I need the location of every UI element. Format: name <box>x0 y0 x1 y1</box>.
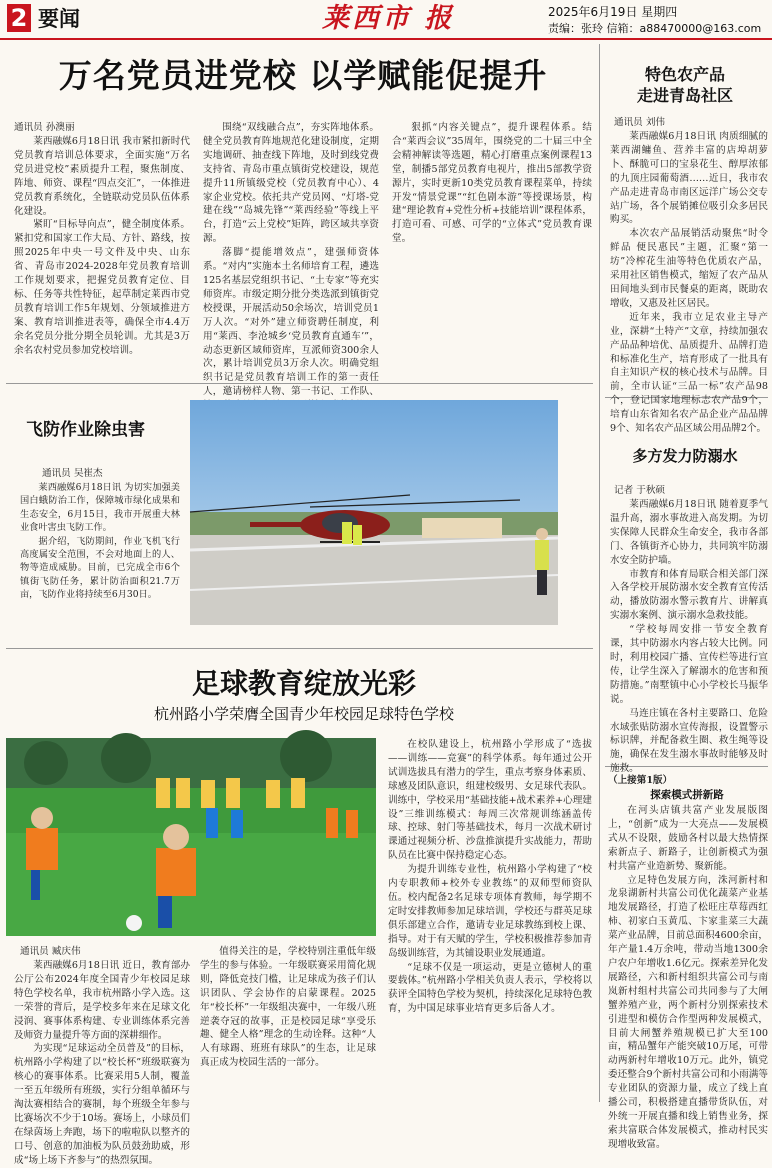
article3-para-1: 莱西融媒6月18日讯 为切实加强美国白蛾防治工作，保障城市绿化成果和生态安全，6月15日，我市开展重大林业食叶害虫飞防工作。 <box>20 482 180 534</box>
article2-para-2: 本次农产品展销活动聚焦“时令鲜品 便民惠民”主题，汇聚“第一坊”冷榨花生油等特色优质农产品，采用社区销售模式，缩短了农产品从田间地头到市民餐桌的距离，既助农增收，又惠及社区居民。 <box>610 228 768 309</box>
article6-para-1: 在河头店镇共富产业发展版图上，“创新”成为一大亮点——发展模式从不设限，鼓励各村以最大热情探索新点子、新路子，让创新模式为强村共富产业造新势、聚新能。 <box>608 805 768 872</box>
header-rule <box>0 38 772 40</box>
article2-body <box>610 130 768 435</box>
editor-info: 责编：张玲 信箱：a88470000@163.com <box>548 22 762 35</box>
page-number: 2 <box>7 4 31 32</box>
football-photo <box>6 738 376 936</box>
article1-para-2: 紧盯“目标导向点”，健全制度体系。紧扣党和国家工作大局、方针、路线，按照2025年中央一号文件及中央、山东省、青岛市2024-2028年党员教育培训工作规划要求，把握党员教育定位、目标、任务等共性特征，起草制定莱西市党员教育培训工作5年规划、分领域推进方案、教育培训推进表等，确保全市4.4万余名党员分批分期全员轮训。尤其是3万余名农村党员参加党校培训。 <box>14 219 190 356</box>
masthead-logo: 莱西市 报 <box>322 3 455 34</box>
article2-byline: 通讯员 刘伟 <box>614 117 666 128</box>
section-name: 要闻 <box>38 7 80 31</box>
article5-para-3: 值得关注的是，学校特别注重低年级学生的参与体验。一年级联赛采用简化规则，降低竞技门槛，让足球成为孩子们认识团队、学会协作的启蒙课程。2025年“校长杯”一年级组决赛中，一年级八班逆袭夺冠的故事，正是校园足球“享受乐趣、健全人格”理念的生动诠释。这种“人人有球踢、班班有球队”的生态，让足球真正成为校园生活的一部分。 <box>200 946 376 1069</box>
article2-para-1: 莱西融媒6月18日讯 肉质细腻的莱西湖鳙鱼、营养丰富的店埠胡萝卜、酥脆可口的宝泉花生、醇厚浓郁的九顶庄园葡萄酒……近日，我市农产品走进青岛市南区远洋广场公交专站广场，各个展销摊位吸引众多居民购买。 <box>610 131 768 226</box>
article2-headline: 特色农产品 走进青岛社区 <box>636 65 733 105</box>
article5-byline: 通讯员 臧庆伟 <box>20 946 81 957</box>
article5-headline: 足球教育绽放光彩 <box>191 667 416 700</box>
column-divider <box>599 44 600 1102</box>
article4-body <box>610 498 768 775</box>
article6-para-2: 立足特色发展方向，洙河新村和龙泉湖新村共富公司优化蔬菜产业基地发展路径，打造了松旺庄草莓西红柿、初家白玉黄瓜、卞家韭菜三大蔬菜产业品牌，目前总面积4600余亩，年产量1.4万余吨，带动当地1300余户农户年增收1.6亿元。探索差异化发展路径，六和新村组织共富公司与南岚新村组村共富公司共同参与了大闸蟹养殖产业，两个新村分别探索技术引进型和模仿合作型两种发展模式，目前大闸蟹养殖规模已扩大至100亩，精品蟹年产能突破10万尾，可带动两新村年增收10万元。此外，镇党委还整合9个新村共富公司和小雨满等专业团队的资源力量，成立了线上直播公司，积极搭建直播带货队伍，对外统一开展直播和线上销售业务，探索共富联合体发展模式，推动村民实现增收致富。 <box>608 874 768 1150</box>
article3-para-2: 据介绍，飞防期间，作业飞机飞行高度属安全范围，不会对地面上的人、物等造成威胁。目前，已完成全市6个镇街飞防任务，累计防治面积21.7万亩，飞防作业将持续至6月30日。 <box>20 535 180 601</box>
article5-para-5: 为提升训练专业性，杭州路小学构建了“校内专职教师+校外专业教练”的双师型师资队伍。校内配备2名足球专项体育教师，每学期不定时安排教师参加足球培训，学校还与群英足球俱乐部建立合作，邀请专业足球教练到校上课、指导。对于有天赋的学生，学校积极推荐参加青岛级训练营，为其铺设职业发展通道。 <box>388 864 592 959</box>
article6-body <box>608 804 768 1150</box>
article4-headline: 多方发力防溺水 <box>632 447 738 465</box>
article5-col1 <box>14 959 190 1166</box>
article5-subtitle: 杭州路小学荣膺全国青少年校园足球特色学校 <box>153 705 454 723</box>
article4-para-4: 马连庄镇在各村主要路口、危险水域张贴防溺水宣传海报，设置警示标识牌，并配备救生圈、救生绳等设施，确保在发生溺水事故时能够及时施救。 <box>610 707 768 775</box>
article5-para-6: “足球不仅是一项运动，更是立德树人的重要载体。”杭州路小学相关负责人表示，学校将以获评全国特色学校为契机，持续深化足球特色教育，为中国足球事业培育更多后备人才。 <box>388 961 592 1015</box>
article1-para-5: 狠抓“内容关键点”，提升课程体系。结合“莱西会议”35周年，围绕党的二十届三中全会精神解读等选题，精心打磨重点案例课程13堂，制播5部党员教育电视片，推出5部教学资源片，实时更新10类党员教育课程菜单，持续开发“情景党课”“红色剧本游”等授课场景，构建“理论教育+党性分析+技能培训”课程体系，打造可看、可感、可学的“立体式”党员教育课堂。 <box>392 122 592 245</box>
article6-continued: （上接第1版） <box>608 775 673 786</box>
article4-byline: 记者 于秋硕 <box>614 485 666 496</box>
article5-para-4: 在校队建设上，杭州路小学形成了“选拔——训练——竞赛”的科学体系。每年通过公开试训选拔具有潜力的学生，重点考察身体素质、球感及团队意识，组建校级男、女足球代表队。训练中，学校采用“基础技能+战术素养+心理建设”三维训练模式：每周三次常规训练涵盖传球、控球、射门等基础技术，每月一次战术研讨课通过视频分析、沙盘推演提升实战能力，帮助队员在比赛中保持稳定心态。 <box>388 739 592 862</box>
article5-col2 <box>200 945 376 1103</box>
article1-col3 <box>392 121 592 380</box>
article1-col2 <box>203 121 379 398</box>
article4-para-3: “学校每周安排一节安全教育课，其中防溺水内容占较大比例。同时，利用校园广播、宣传栏等进行宣传，让学生深入了解溺水的危害和预防措施。”南墅镇中心小学校长马振华说。 <box>610 624 768 705</box>
issue-date: 2025年6月19日 星期四 <box>548 5 678 19</box>
article3-headline: 飞防作业除虫害 <box>26 420 145 440</box>
helicopter-photo <box>190 400 558 625</box>
section-divider <box>6 648 593 649</box>
page-header <box>0 0 772 40</box>
article5-para-1: 莱西融媒6月18日讯 近日，教育部办公厅公布2024年度全国青少年校园足球特色学校名单，我市杭州路小学入选。这一荣誉的背后，是学校多年来在足球文化浸润、赛事体系构建、专业训练体系完善及师资力量提升等方面的深耕细作。 <box>14 960 190 1041</box>
article1-col1 <box>14 135 190 380</box>
article3-body <box>20 481 180 631</box>
article6-headline: 探索模式拼新路 <box>650 789 724 801</box>
article4-para-2: 市教育和体育局联合相关部门深入各学校开展防溺水安全教育宣传活动，播放防溺水警示教育片、讲解真实溺水案例、演示溺水急救技能。 <box>610 568 768 622</box>
article2-para-3: 近年来，我市立足农业主导产业，深耕“土特产”文章，持续加强农产品品种培优、品质提升、品牌打造和标准化生产，培育形成了一批具有自主知识产权的核心技术与品牌。目前，全市认证“三品一标”农产品98个，登记国家地理标志农产品9个，培育山东省知名农产品企业产品品牌9个、知名农产品区域公用品牌2个。 <box>610 311 768 435</box>
article1-para-4: 落脚“提能增效点”，建强师资体系。“对内”实施本土名师培育工程，遴选125名基层党组织书记、“土专家”等充实师资库。市级定期分批分类选派到镇街党校授课，开展活动50余场次，培训党员1万人次。“对外”建立师资聘任制度，利用“莱西、李沧城乡‘党员教育直通车’”，动态更新区域师资库，互派师资300余人次，累计培训党员3万余人次。明确党组织书记是党员教育培训工作的第一责任人，邀请榜样人物、第一书记、工作队、 <box>203 247 379 398</box>
article5-para-2: 为实现“足球运动全员普及”的目标，杭州路小学构建了以“校长杯”班级联赛为核心的赛事体系。比赛采用5人制，覆盖一至五年级所有班级，实行分组单循环与淘汰赛相结合的赛制，每个班级全年参与比赛场次不少于10场。赛场上，小球员们在绿茵场上奔跑，场下的啦啦队以整齐的口号、创意的加油板为队员鼓劲助威，形成“场上场下齐参与”的热烈氛围。 <box>14 1043 190 1166</box>
article1-headline: 万名党员进党校 以学赋能促提升 <box>58 56 548 95</box>
article1-para-3: 围绕“双线融合点”，夯实阵地体系。健全党员教育阵地规范化建设制度，定期实地调研、抽查线下阵地，及时到线党费支持省、青岛市重点镇街党校建设，规范提升11所镇级党校（党员教育中心）、4家企业党校。依托共产党员网、“灯塔-党建在线”“岛城先锋”“莱西经验”等线上平台，打造“云上党校”矩阵，跨区域共享资源。 <box>203 122 379 245</box>
article3-byline: 通讯员 吴崔杰 <box>42 468 103 479</box>
article1-para-1: 莱西融媒6月18日讯 我市紧扣新时代党员教育培训总体要求，全面实施“万名党员进党校”素质提升工程，聚焦制度、阵地、师资、课程“四点交汇”，一体推进党员教育系统化，全链联动党员队伍体系化建设。 <box>14 136 190 217</box>
article5-col3 <box>388 738 592 1103</box>
article1-byline: 通讯员 孙澳丽 <box>14 122 75 133</box>
article4-para-1: 莱西融媒6月18日讯 随着夏季气温升高，溺水事故进入高发期。为切实保障人民群众生命安全，我市各部门、各镇街齐心协力，共同筑牢防溺水安全防护墙。 <box>610 499 768 566</box>
